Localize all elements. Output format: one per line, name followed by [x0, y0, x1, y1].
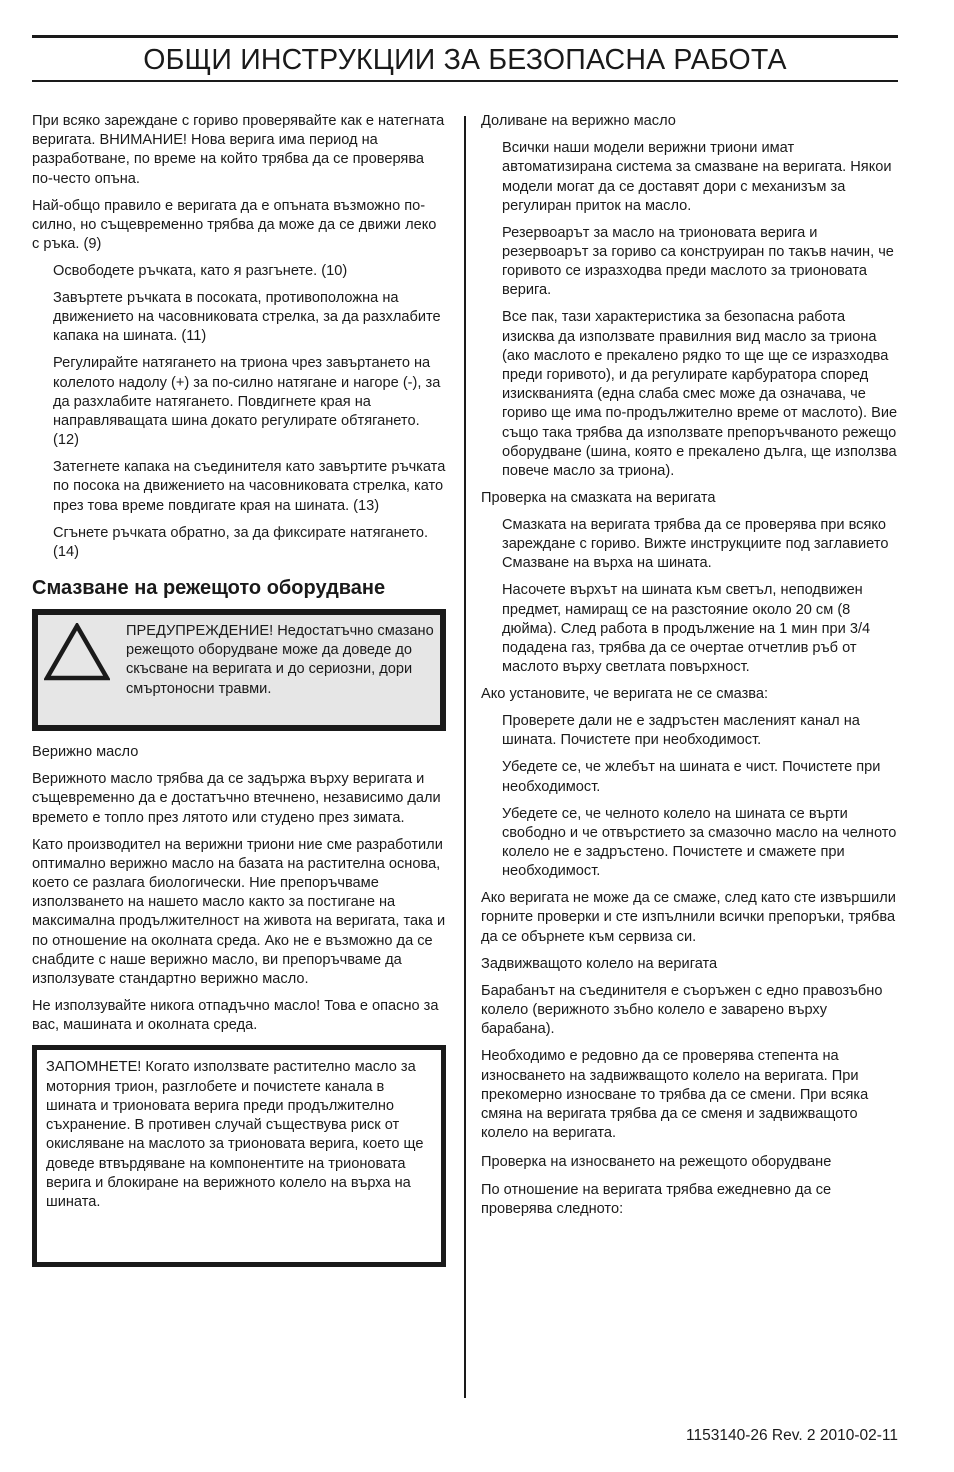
sprocket-heading: Задвижващото колело на веригата: [481, 955, 718, 972]
refill-oil-heading: Доливане на верижно масло: [481, 113, 676, 129]
wear-check-paragraph: По отношение на веригата трябва ежедневно да се проверява следното:: [481, 1181, 832, 1218]
sprocket-paragraph-2: Необходимо е редовно да се проверява степента на износването на задвижващото колело на веригата. При прекомерно износване то трябва да се смени. При всяка смяна на веригата трябва да се сменя и задвижващото колело на веригата.: [481, 1048, 869, 1142]
page-title: ОБЩИ ИНСТРУКЦИИ ЗА БЕЗОПАСНА РАБОТА: [143, 44, 787, 76]
refill-paragraph-1: Всички наши модели верижни триони имат автоматизирана система за смазване на веригата. Някои модели могат да се доставят дори с механизъм за регулиран приток на масло.: [502, 140, 892, 214]
not-lubricated-step-2: Убедете се, че жлебът на шината е чист. Почистете при необходимост.: [502, 759, 881, 795]
header-rule-bottom: [32, 80, 898, 82]
column-divider: [464, 116, 466, 1398]
tension-step-4: Затегнете капака на съединителя като завъртите ръчката по посока на движението на часовниковата стрелка, като през това време повдигате края на шината. (13): [53, 459, 446, 514]
tension-rule-paragraph: Най-общо правило е веригата да е опъната възможно по-силно, но същевременно трябва да може да се движи леко с ръка. (9): [32, 197, 437, 253]
left-column: [32, 112, 446, 1267]
right-column: [481, 112, 899, 1227]
warning-text: ПРЕДУПРЕЖДЕНИЕ! Недостатъчно смазано режещото оборудване може да доведе до скъсване на веригата и до сериозни, дори смъртоносни травми.: [126, 623, 434, 697]
chain-oil-paragraph-2: Като производител на верижни триони ние сме разработили оптимално верижно масло на базата на растителна основа, което се разлага биологически. Ние препоръчваме използването на нашето масло както за постигане на максимална продължителност на живота на веригата, така и по отношение на околната среда. Ако не е възможно да се снабдите с наше верижно масло, ви препоръчваме да използувате стандартно верижно масло.: [32, 836, 446, 988]
chain-oil-paragraph-1: Верижното масло трябва да се задържа върху веригата и същевременно да е достатъчно втечнено, независимо дали времето е топло през лятото или студено през зимата.: [32, 771, 441, 826]
sprocket-paragraph-1: Барабанът на съединителя е съоръжен с едно правозъбно колело (верижното зъбно колело е заварено върху барабана).: [481, 982, 883, 1038]
chain-oil-heading: Верижно масло: [32, 744, 139, 761]
check-paragraph-2: Насочете върхът на шината към светъл, неподвижен предмет, намиращ се на разстояние около 20 см (8 дюйма). След работа в продължение на 1 мин при 3/4 подадена газ, трябва да се очертае отчетлив ръб от маслото върху светлата повърхност.: [502, 582, 871, 676]
wear-check-heading: Проверка на износването на режещото оборудване: [481, 1154, 832, 1171]
tension-step-2: Завъртете ръчката в посоката, противоположна на движението на часовниковата стрелка, за да разхлабите капака на шината. (11): [53, 290, 441, 345]
refill-paragraph-2: Резервоарът за масло на трионовата верига и резервоарът за гориво са конструиран по такъв начин, че горивото се изразходва преди маслото за трионовата верига.: [502, 224, 894, 299]
check-lubrication-heading: Проверка на смазката на веригата: [481, 490, 716, 507]
refill-paragraph-3: Все пак, тази характеристика за безопасна работа изисква да използвате правилния вид масло за триона (ако маслото е прекалено рядко то ще ще се изразходва преди горивото), и да регулирате карбуратора според изискванията (една слаба смес може да означава, че гориво ще има по-продължително време от маслото). Вие също така трябва да използвате препоръчваното режещо оборудване (шина, която е прекалено дълга, ще използва повече масло за триона).: [502, 309, 898, 480]
tension-step-1: Освободете ръчката, като я разгънете. (10): [53, 263, 348, 280]
warning-box: [32, 609, 446, 731]
tension-step-3: Регулирайте натягането на триона чрез завъртането на колелото надолу (+) за по-силно натягане и нагоре (-), за да разхлабите натягането. Повдигнете края на направляващата шина докато регулирате обтягането. (12): [53, 355, 441, 449]
not-lubricated-step-1: Проверете дали не е задръстен масленият канал на шината. Почистете при необходимост.: [502, 713, 860, 749]
not-lubricated-step-3: Убедете се, че челното колело на шината се върти свободно и че отвърстието за смазочно масло на челното колело не е задръстено. Почистете и смажете при необходимост.: [502, 805, 897, 880]
check-paragraph-1: Смазката на веригата трябва да се проверява при всяко зареждане с гориво. Вижте инструкциите под заглавието Смазване на върха на шината.: [502, 517, 889, 572]
lubrication-section-heading: Смазване на режещото оборудване: [32, 577, 386, 600]
service-paragraph: Ако веригата не може да се смаже, след като сте извършили горните проверки и сте изпълнили всички препоръки, трябва да се обърнете към сервиза си.: [481, 890, 896, 945]
header-rule-top: [32, 35, 898, 38]
not-lubricated-intro: Ако установите, че веригата не се смазва:: [481, 686, 769, 703]
tension-intro-paragraph: При всяко зареждане с гориво проверявайте как е натегната веригата. ВНИМАНИЕ! Нова верига има период на разработване, по време на който трябва да се проверява по-често опъна.: [32, 113, 445, 187]
note-text: ЗАПОМНЕТЕ! Когато използвате растително масло за моторния трион, разглобете и почистете канала в шината и трионовата верига преди продължително съхранение. В противен случай съществува риск от окисляване на маслото за трионовата верига, което ще доведе втвърдяване на компонентите на трионовата верига и блокиране на верижното колело на върха на шината.: [46, 1059, 424, 1210]
chain-oil-paragraph-3: Не използувайте никога отпадъчно масло! Това е опасно за вас, машината и околната среда.: [32, 998, 439, 1034]
document-id: 1153140-26 Rev. 2 2010-02-11: [686, 1427, 898, 1444]
note-box: [32, 1045, 446, 1267]
tension-step-5: Сгънете ръчката обратно, за да фиксирате натягането. (14): [53, 524, 429, 560]
warning-triangle-icon: [44, 623, 110, 681]
